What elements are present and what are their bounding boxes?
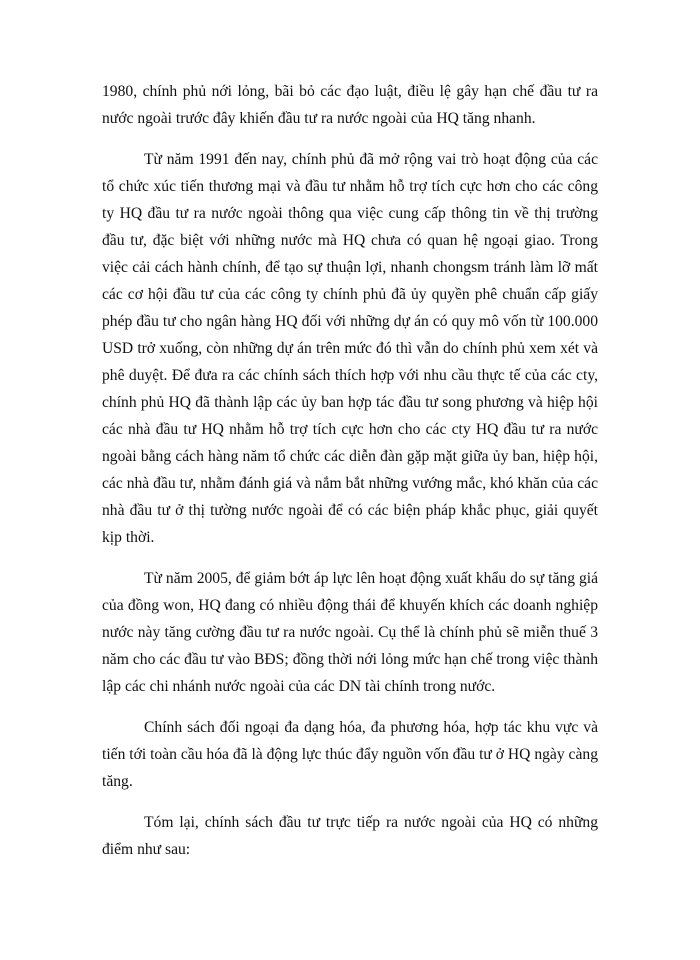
paragraph-continuation: 1980, chính phủ nới lỏng, bãi bỏ các đạo luật, điều lệ gây hạn chế đầu tư ra nước ngoài trước đây khiến đầu tư ra nước ngoài của HQ tăng nhanh. [102, 83, 598, 127]
paragraph-trade-promotion: Từ năm 1991 đến nay, chính phủ đã mở rộng vai trò hoạt động của các tổ chức xúc tiến thương mại và đầu tư nhằm hỗ trợ tích cực hơn cho các công ty HQ đầu tư ra nước ngoài thông qua việc cung cấp thông tin về thị trường đầu tư, đặc biệt với những nước mà HQ chưa có quan hệ ngoại giao. Trong việc cải cách hành chính, để tạo sự thuận lợi, nhanh chongsm tránh làm lỡ mất các cơ hội đầu tư của các công ty chính phủ đã ủy quyền phê chuẩn cấp giấy phép đầu tư cho ngân hàng HQ đối với những dự án có quy mô vốn từ 100.000 USD trở xuống, còn những dự án trên mức đó thì vẫn do chính phủ xem xét và phê duyệt. Để đưa ra các chính sách thích hợp với nhu cầu thực tế của các cty, chính phủ HQ đã thành lập các ủy ban hợp tác đầu tư song phương và hiệp hội các nhà đầu tư HQ nhằm hỗ trợ tích cực hơn cho các cty HQ đầu tư ra nước ngoài bằng cách hàng năm tổ chức các diễn đàn gặp mặt giữa ủy ban, hiệp hội, các nhà đầu tư, nhằm đánh giá và nắm bắt những vướng mắc, khó khăn của các nhà đầu tư ở thị tường nước ngoài để có các biện pháp khắc phục, giải quyết kịp thời. [102, 151, 598, 546]
document-body [102, 78, 598, 877]
paragraph-2005-measures: Từ năm 2005, để giảm bớt áp lực lên hoạt động xuất khẩu do sự tăng giá của đồng won, HQ đang có nhiều động thái để khuyến khích các doanh nghiệp nước này tăng cường đầu tư ra nước ngoài. Cụ thể là chính phủ sẽ miễn thuế 3 năm cho các đầu tư vào BĐS; đồng thời nới lỏng mức hạn chế trong việc thành lập các chi nhánh nước ngoài của các DN tài chính trong nước. [102, 570, 598, 695]
paragraph-summary: Tóm lại, chính sách đầu tư trực tiếp ra nước ngoài của HQ có những điểm như sau: [102, 814, 598, 858]
paragraph-foreign-policy: Chính sách đối ngoại đa dạng hóa, đa phương hóa, hợp tác khu vực và tiến tới toàn cầu hóa đã là động lực thúc đẩy nguồn vốn đầu tư ở HQ ngày càng tăng. [102, 719, 598, 790]
